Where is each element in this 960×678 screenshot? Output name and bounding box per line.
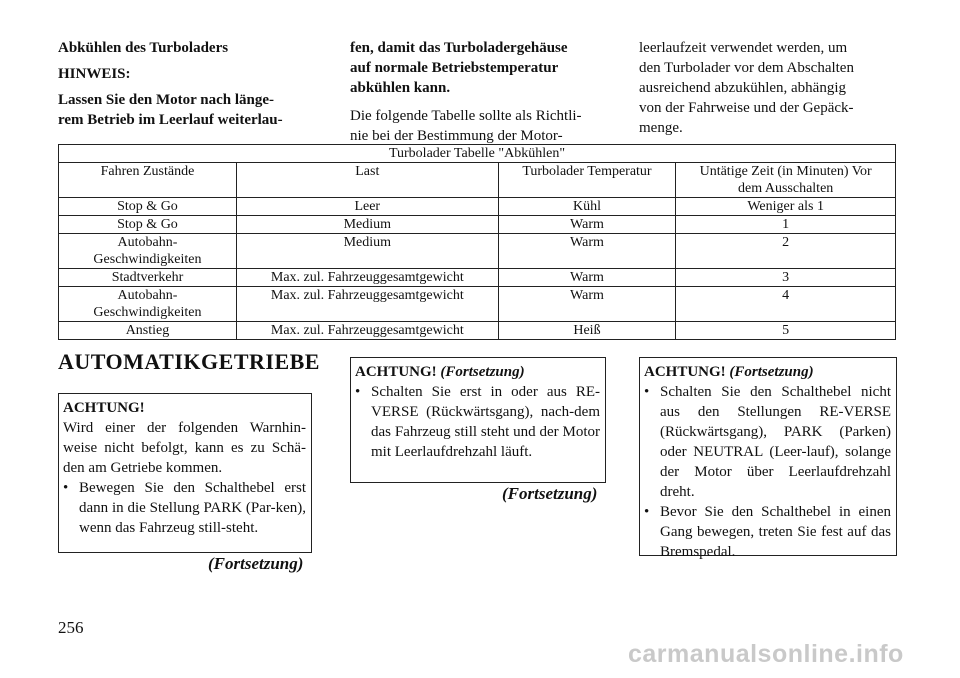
note-label: HINWEIS:: [58, 66, 131, 82]
table-cell: Warm: [498, 269, 676, 287]
warning-title-row: [644, 362, 891, 382]
warning-title: ACHTUNG!: [644, 364, 726, 380]
table-cell: 5: [676, 322, 896, 340]
warning-title-row: [355, 362, 600, 382]
table-row: [59, 287, 896, 322]
table-row: [59, 198, 896, 216]
warning-bullet: • Bewegen Sie den Schalthebel erst dann in die Stellung PARK (Par-ken), wenn das Fahrzeug still-steht.: [63, 478, 306, 538]
table-cell: Weniger als 1: [676, 198, 896, 216]
table-cell: Leer: [236, 198, 498, 216]
note-continuation-line-3: abkühlen kann.: [350, 80, 451, 96]
warning-box-3: [639, 357, 897, 560]
table-header-cell: Turbolader Temperatur: [498, 163, 676, 198]
warning-intro: Wird einer der folgenden Warnhin-weise nicht befolgt, kann es zu Schä-den am Getriebe kommen.: [63, 420, 306, 476]
table-row: [59, 234, 896, 269]
table-cell: 3: [676, 269, 896, 287]
section-title-turbo-cooling: Abkühlen des Turboladers: [58, 40, 229, 56]
table-cell: Heiß: [498, 322, 676, 340]
table-cell: Warm: [498, 287, 676, 322]
note-continuation-line-2: auf normale Betriebstemperatur: [350, 60, 559, 76]
table-cell: Autobahn-Geschwindigkeiten: [59, 234, 237, 269]
warning-title-suffix: (Fortsetzung): [729, 364, 814, 380]
table-cell: 1: [676, 216, 896, 234]
warning-title: ACHTUNG!: [355, 364, 437, 380]
table-cell: Stop & Go: [59, 198, 237, 216]
column-1: [58, 38, 310, 130]
body-line-1: Die folgende Tabelle sollte als Richtli-: [350, 108, 582, 124]
table-header-row: [59, 163, 896, 198]
table-cell: 2: [676, 234, 896, 269]
table-row: [59, 322, 896, 340]
table-cell: Autobahn-Geschwindigkeiten: [59, 287, 237, 322]
table-row: [59, 269, 896, 287]
note-continuation-line-1: fen, damit das Turboladergehäuse: [350, 40, 568, 56]
section-heading-automatic-transmission: AUTOMATIKGETRIEBE: [58, 349, 320, 374]
table-cell: Medium: [236, 234, 498, 269]
continued-label-2: (Fortsetzung): [502, 484, 598, 503]
note-line-2: rem Betrieb im Leerlauf weiterlau-: [58, 112, 283, 128]
warning-box-1: [58, 393, 312, 553]
table-cell: Medium: [236, 216, 498, 234]
table-cell: Max. zul. Fahrzeuggesamtgewicht: [236, 287, 498, 322]
warning-bullet: • Bevor Sie den Schalthebel in einen Gang bewegen, treten Sie fest auf das Bremspedal.: [644, 502, 891, 562]
table-cell: Anstieg: [59, 322, 237, 340]
note-line-1: Lassen Sie den Motor nach länge-: [58, 92, 274, 108]
table-header-cell: Untätige Zeit (in Minuten) Vor dem Ausschalten: [676, 163, 896, 198]
table-row: [59, 216, 896, 234]
turbo-cooling-table: [58, 144, 896, 340]
column-3: [639, 38, 897, 138]
warning-bullet-list: [355, 382, 600, 462]
warning-box-2: [350, 357, 606, 483]
table-cell: Stadtverkehr: [59, 269, 237, 287]
body-line-3: leerlaufzeit verwendet werden, um: [639, 40, 848, 56]
warning-title: ACHTUNG!: [63, 400, 145, 416]
watermark: carmanualsonline.info: [628, 640, 904, 668]
table-header-cell: Last: [236, 163, 498, 198]
warning-bullet-list: [63, 478, 306, 538]
continued-label-1: (Fortsetzung): [208, 554, 304, 573]
warning-title-suffix: (Fortsetzung): [440, 364, 525, 380]
table-caption: Turbolader Tabelle "Abkühlen": [59, 145, 896, 163]
table-cell: Max. zul. Fahrzeuggesamtgewicht: [236, 269, 498, 287]
table-cell: Stop & Go: [59, 216, 237, 234]
body-line-5: ausreichend abzukühlen, abhängig: [639, 80, 847, 96]
warning-bullet: • Schalten Sie erst in oder aus RE-VERSE (Rückwärtsgang), nach-dem das Fahrzeug still steht und der Motor mit Leerlaufdrehzahl läuft.: [355, 382, 600, 462]
warning-bullet: • Schalten Sie den Schalthebel nicht aus den Stellungen RE-VERSE (Rückwärtsgang), PARK (Parken) oder NEUTRAL (Leer-lauf), solange der Motor über Leerlaufdrehzahl dreht.: [644, 382, 891, 502]
table-cell: Kühl: [498, 198, 676, 216]
body-line-6: von der Fahrweise und der Gepäck-: [639, 100, 854, 116]
page-number: 256: [58, 618, 84, 637]
body-line-7: menge.: [639, 120, 683, 136]
column-2: [350, 38, 606, 146]
table-cell: Max. zul. Fahrzeuggesamtgewicht: [236, 322, 498, 340]
table-header-cell: Fahren Zustände: [59, 163, 237, 198]
table-cell: Warm: [498, 216, 676, 234]
table-cell: Warm: [498, 234, 676, 269]
body-line-2: nie bei der Bestimmung der Motor-: [350, 128, 563, 144]
body-line-4: den Turbolader vor dem Abschalten: [639, 60, 854, 76]
warning-bullet-list: [644, 382, 891, 562]
table-cell: 4: [676, 287, 896, 322]
